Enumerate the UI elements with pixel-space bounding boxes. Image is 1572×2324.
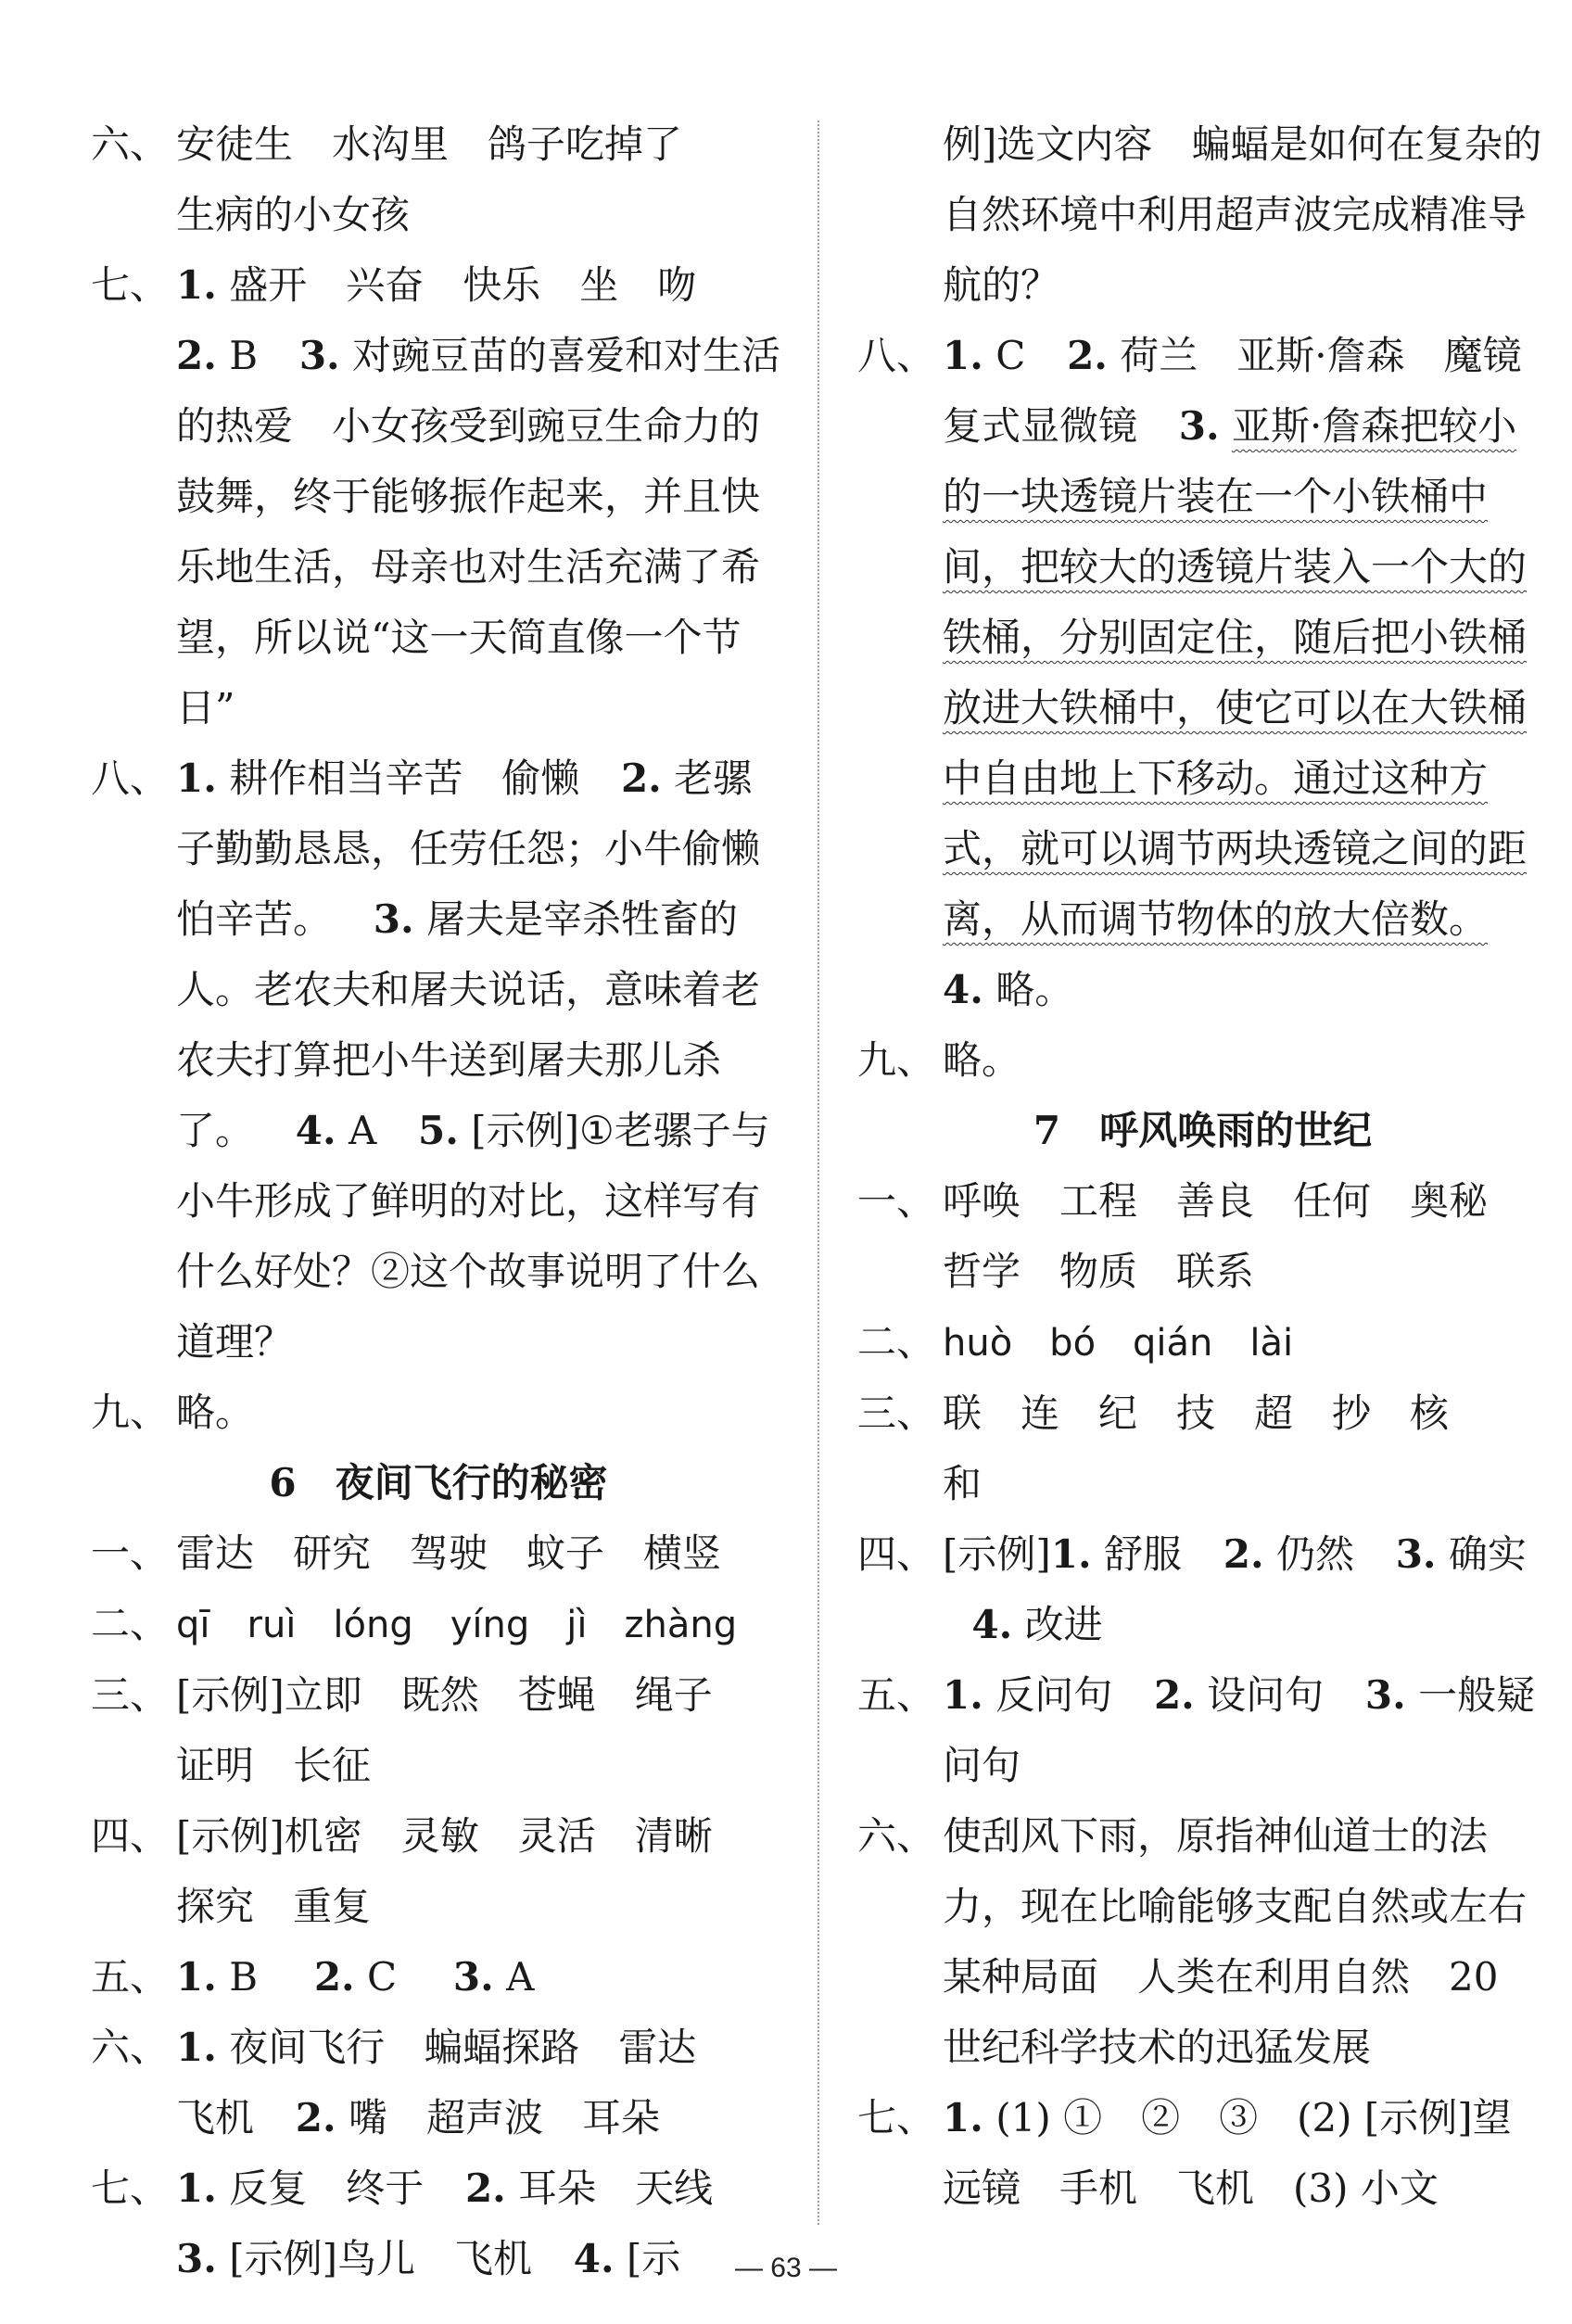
answer-section-8 <box>91 743 786 1378</box>
question-number: 1. <box>176 2025 217 2070</box>
answer-line: 和 <box>943 1461 982 1506</box>
section-label: 一、 <box>91 1530 170 1576</box>
answer-text: C <box>367 1954 398 2000</box>
question-number: 2. <box>1223 1531 1264 1577</box>
section-label: 一、 <box>857 1178 936 1224</box>
question-number: 3. <box>298 333 340 378</box>
answer-text: 改进 <box>1024 1602 1103 1647</box>
answer-text: A <box>506 1954 535 2000</box>
answer-text: 屠夫是宰杀牲畜的人。老农夫和屠夫说话，意味着老农夫打算把小牛送到屠夫那儿杀了。 <box>176 896 761 1153</box>
answer-text: [示例]鸟儿 飞机 <box>229 2236 532 2281</box>
answer-section-1 <box>857 1166 1548 1307</box>
answer-line: 呼唤 工程 善良 任何 奥秘 <box>943 1178 1489 1224</box>
section-label: 四、 <box>857 1531 936 1577</box>
question-number: 1. <box>943 2095 983 2140</box>
answer-text: [示 <box>626 2236 681 2281</box>
section-label: 七、 <box>857 2095 936 2140</box>
answer-text: A <box>348 1108 377 1153</box>
answer-text: 略。 <box>943 1037 1021 1083</box>
right-column <box>857 109 1561 2224</box>
pinyin-answers: qī ruì lóng yíng jì zhàng <box>176 1604 738 1646</box>
question-number: 3. <box>373 896 414 942</box>
section-label: 五、 <box>91 1954 170 2000</box>
answer-text: 略。 <box>176 1390 255 1435</box>
question-number: 1. <box>943 1672 983 1718</box>
question-number: 1. <box>943 333 983 378</box>
question-number: 2. <box>295 2095 336 2140</box>
pinyin-answers: huò bó qián lài <box>943 1322 1294 1365</box>
answer-text: 飞机 <box>176 2095 255 2140</box>
answer-text: 略。 <box>995 967 1074 1012</box>
answer-section-8 <box>857 321 1561 1025</box>
answer-section-5 <box>857 1660 1548 1801</box>
answer-text: 使刮风下雨，原指神仙道士的法力，现在比喻能够支配自然或左右某种局面 人类在利用自然 20 世纪科学技术的迅猛发展 <box>943 1813 1528 2070</box>
question-number: 2. <box>464 2165 506 2211</box>
question-number: 3. <box>176 2236 217 2281</box>
answer-section-5 <box>91 1942 786 2013</box>
column-divider <box>818 121 819 2225</box>
answer-line: 生病的小女孩 <box>176 192 411 237</box>
answer-text: 设问句 <box>1207 1672 1325 1718</box>
question-number: 1. <box>176 756 217 801</box>
question-number: 2. <box>176 333 217 378</box>
answer-text: B <box>229 1954 259 2000</box>
answer-text: (1) ① ② ③ (2) [示例]望远镜 手机 飞机 (3) 小文 <box>943 2095 1512 2211</box>
answer-section-9 <box>91 1378 786 1448</box>
answer-section-1 <box>91 1518 786 1589</box>
question-number: 1. <box>1050 1531 1092 1577</box>
question-number: 4. <box>573 2236 615 2281</box>
question-number: 2. <box>1067 333 1108 378</box>
section-label: 六、 <box>91 121 170 167</box>
answer-text: 荷兰 亚斯·詹森 魔镜 复式显微镜 <box>943 333 1561 449</box>
section-label: 八、 <box>857 333 936 378</box>
section-label: 七、 <box>91 2165 170 2211</box>
section-label: 七、 <box>91 262 170 308</box>
answer-section-9 <box>857 1025 1548 1096</box>
answer-text: 雷达 研究 驾驶 蚊子 横竖 <box>176 1530 722 1576</box>
section-label: 八、 <box>91 756 170 801</box>
section-label: 二、 <box>91 1601 170 1646</box>
question-number: 5. <box>418 1108 459 1153</box>
answer-line: 证明 长征 <box>176 1743 372 1788</box>
page-number: — 63 — <box>734 2253 838 2283</box>
answer-section-4 <box>91 1801 786 1942</box>
section-label: 四、 <box>91 1813 170 1859</box>
question-number: 2. <box>1153 1672 1195 1718</box>
answer-line: [示例]立即 既然 苍蝇 绳子 <box>176 1672 713 1718</box>
answer-text: 老骡子勤勤恳恳，任劳任怨；小牛偷懒怕辛苦。 <box>176 756 761 942</box>
answer-line: 哲学 物质 联系 <box>943 1249 1255 1294</box>
answer-text: [示例]①老骡子与小牛形成了鲜明的对比，这样写有什么好处？②这个故事说明了什么道理？ <box>176 1108 770 1365</box>
answer-text: C <box>995 333 1026 378</box>
question-number: 4. <box>971 1602 1013 1647</box>
question-number: 3. <box>452 1954 494 2000</box>
example-marker: [示例] <box>943 1531 1051 1577</box>
section-label: 六、 <box>857 1813 936 1859</box>
answer-text: 舒服 <box>1104 1531 1183 1577</box>
answer-text: 一般疑问句 <box>943 1672 1536 1788</box>
answer-text: 耕作相当辛苦 偷懒 <box>229 756 580 801</box>
answer-line: 探究 重复 <box>176 1884 372 1929</box>
section-label: 六、 <box>91 2025 170 2070</box>
answer-text: 例]选文内容 蝙蝠是如何在复杂的自然环境中利用超声波完成精准导航的？ <box>943 121 1542 308</box>
answer-section-2 <box>91 1589 786 1660</box>
question-number: 2. <box>313 1954 355 2000</box>
answer-text: B <box>229 333 259 378</box>
answer-line: [示例]机密 灵敏 灵活 清晰 <box>176 1813 713 1859</box>
answer-line: 安徒生 水沟里 鸽子吃掉了 <box>176 121 683 167</box>
question-number: 4. <box>295 1108 336 1153</box>
answer-text: 仍然 <box>1275 1531 1354 1577</box>
left-column <box>91 109 786 2294</box>
answer-section-6 <box>857 1801 1548 2083</box>
question-number: 1. <box>176 2165 217 2211</box>
section-label: 二、 <box>857 1319 936 1365</box>
answer-text: 嘴 超声波 耳朵 <box>348 2095 660 2140</box>
answer-section-6 <box>91 109 786 250</box>
answer-section-6b <box>91 2013 786 2153</box>
question-number: 3. <box>1178 403 1220 449</box>
answer-line: 联 连 纪 技 超 抄 核 <box>943 1391 1450 1436</box>
answer-text: 反复 终于 <box>229 2165 425 2211</box>
section-label: 九、 <box>91 1390 170 1435</box>
section-label: 三、 <box>857 1391 936 1436</box>
question-number: 1. <box>176 1954 217 2000</box>
answer-text: 耳朵 天线 <box>518 2165 714 2211</box>
lesson-title: 7 呼风唤雨的世纪 <box>1033 1108 1373 1153</box>
answer-section-2 <box>857 1307 1548 1378</box>
answer-section-3 <box>91 1660 786 1801</box>
question-number: 1. <box>176 262 217 308</box>
underlined-answer: 亚斯·詹森把较小的一块透镜片装在一个小铁桶中间，把较大的透镜片装入一个大的铁桶，分别固定住，随后把小铁桶放进大铁桶中，使它可以在大铁桶中自由地上下移动。通过这种方式，就可以调节两块透镜之间的距离，从而调节物体的放大倍数。 <box>943 403 1528 942</box>
answer-text: 反问句 <box>995 1672 1113 1718</box>
question-number: 3. <box>1395 1531 1437 1577</box>
answer-section-7 <box>857 2083 1548 2224</box>
lesson-title: 6 夜间飞行的秘密 <box>269 1460 608 1505</box>
answer-text: 确实 <box>1448 1531 1527 1577</box>
answer-continuation <box>857 109 1548 321</box>
answer-section-3 <box>857 1378 1548 1519</box>
section-label: 三、 <box>91 1672 170 1718</box>
answer-section-7 <box>91 250 786 743</box>
question-number: 4. <box>943 967 983 1012</box>
question-number: 2. <box>620 756 662 801</box>
question-number: 3. <box>1364 1672 1406 1718</box>
section-label: 九、 <box>857 1037 936 1083</box>
answer-text: 盛开 兴奋 快乐 坐 吻 <box>229 262 697 308</box>
answer-text: 夜间飞行 蝙蝠探路 雷达 <box>229 2025 697 2070</box>
answer-section-4 <box>857 1519 1548 1660</box>
section-label: 五、 <box>857 1672 936 1718</box>
answer-text: 对豌豆苗的喜爱和对生活的热爱 小女孩受到豌豆生命力的鼓舞，终于能够振作起来，并且快乐地生活，母亲也对生活充满了希望，所以说“这一天简直像一个节日” <box>176 333 781 730</box>
